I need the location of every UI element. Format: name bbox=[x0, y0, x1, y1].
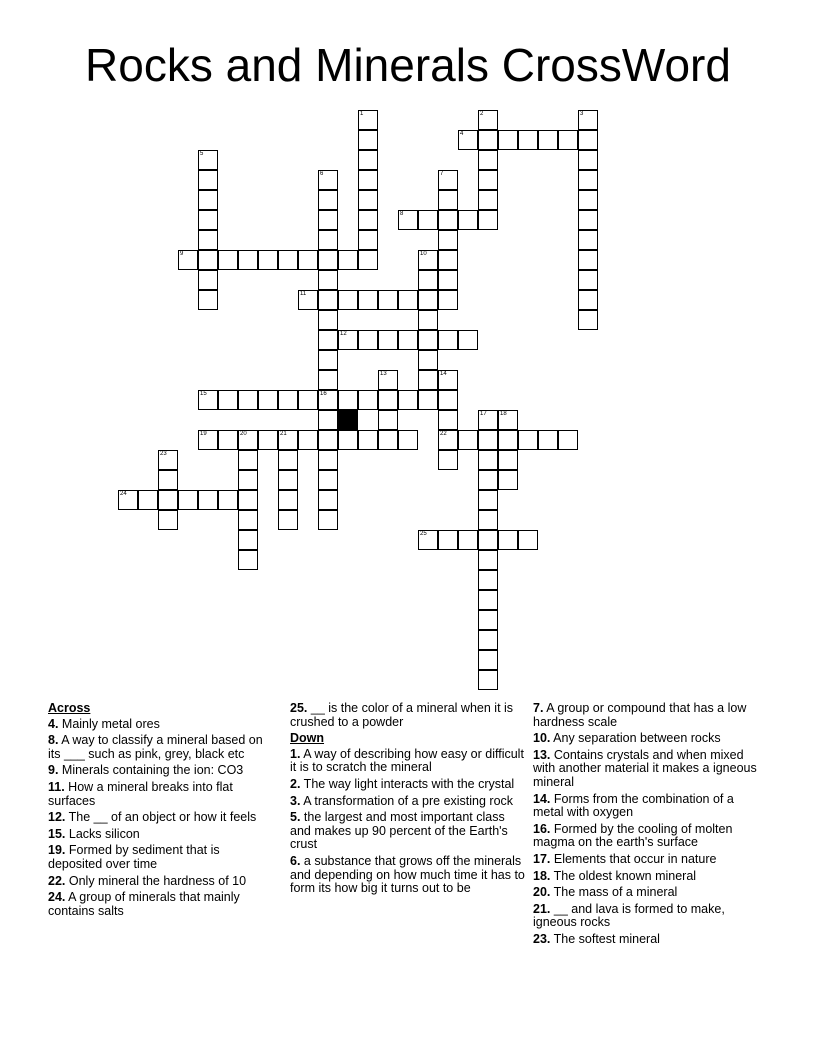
clue-text: the largest and most important class and makes up 90 percent of the Earth's crust bbox=[290, 810, 508, 852]
clue-item bbox=[290, 778, 526, 792]
grid-cell[interactable] bbox=[378, 430, 398, 450]
grid-cell[interactable] bbox=[318, 210, 338, 230]
grid-cell[interactable] bbox=[418, 210, 438, 230]
grid-cell[interactable] bbox=[538, 430, 558, 450]
grid-cell[interactable] bbox=[438, 270, 458, 290]
grid-cell[interactable] bbox=[558, 130, 578, 150]
cell-number: 4 bbox=[460, 131, 464, 137]
grid-cell[interactable] bbox=[498, 450, 518, 470]
grid-cell[interactable] bbox=[318, 390, 338, 410]
grid-cell[interactable] bbox=[338, 250, 358, 270]
grid-cell[interactable] bbox=[578, 290, 598, 310]
grid-cell[interactable] bbox=[318, 490, 338, 510]
grid-cell[interactable] bbox=[358, 110, 378, 130]
grid-cell[interactable] bbox=[158, 510, 178, 530]
grid-cell[interactable] bbox=[278, 510, 298, 530]
clue-number: 22. bbox=[48, 873, 66, 888]
grid-cell[interactable] bbox=[318, 310, 338, 330]
grid-cell[interactable] bbox=[478, 190, 498, 210]
grid-cell[interactable] bbox=[218, 490, 238, 510]
clue-number: 1. bbox=[290, 746, 301, 761]
grid-cell[interactable] bbox=[498, 430, 518, 450]
clue-number: 7. bbox=[533, 701, 544, 715]
clue-item bbox=[48, 811, 270, 825]
grid-cell[interactable] bbox=[438, 330, 458, 350]
clue-item bbox=[290, 702, 526, 729]
clue-number: 24. bbox=[48, 890, 66, 905]
grid-cell[interactable] bbox=[418, 370, 438, 390]
clue-item bbox=[533, 903, 765, 930]
grid-cell[interactable] bbox=[238, 470, 258, 490]
grid-cell[interactable] bbox=[438, 190, 458, 210]
cell-number: 6 bbox=[320, 171, 324, 177]
grid-cell[interactable] bbox=[298, 390, 318, 410]
grid-cell[interactable] bbox=[558, 430, 578, 450]
grid-cell[interactable] bbox=[298, 290, 318, 310]
cell-number: 1 bbox=[360, 111, 364, 117]
clue-item bbox=[48, 828, 270, 842]
clue-item bbox=[48, 718, 270, 732]
grid-cell[interactable] bbox=[578, 110, 598, 130]
grid-cell[interactable] bbox=[478, 470, 498, 490]
grid-cell[interactable] bbox=[198, 230, 218, 250]
grid-cell[interactable] bbox=[358, 330, 378, 350]
grid-cell[interactable] bbox=[418, 390, 438, 410]
grid-cell[interactable] bbox=[518, 430, 538, 450]
grid-cell[interactable] bbox=[398, 390, 418, 410]
grid-cell[interactable] bbox=[458, 430, 478, 450]
cell-number: 8 bbox=[400, 211, 404, 217]
grid-cell[interactable] bbox=[578, 270, 598, 290]
grid-cell[interactable] bbox=[178, 250, 198, 270]
clue-heading-across: Across bbox=[48, 701, 91, 715]
clue-text: A way of describing how easy or difficult it is to scratch the mineral bbox=[290, 746, 524, 775]
clue-item bbox=[48, 891, 270, 918]
clue-number: 3. bbox=[290, 793, 301, 808]
clue-text: Contains crystals and when mixed with another material it makes a igneous mineral bbox=[533, 747, 757, 789]
grid-cell[interactable] bbox=[238, 530, 258, 550]
grid-cell[interactable] bbox=[158, 470, 178, 490]
clue-item bbox=[533, 933, 765, 947]
grid-cell[interactable] bbox=[158, 490, 178, 510]
grid-cell[interactable] bbox=[438, 410, 458, 430]
clue-number: 8. bbox=[48, 733, 59, 748]
clue-item bbox=[290, 748, 526, 775]
clue-number: 25. bbox=[290, 701, 308, 715]
grid-cell[interactable] bbox=[378, 410, 398, 430]
grid-cell[interactable] bbox=[578, 130, 598, 150]
cell-number: 3 bbox=[580, 111, 584, 117]
grid-cell[interactable] bbox=[298, 430, 318, 450]
grid-cell[interactable] bbox=[478, 430, 498, 450]
grid-cell[interactable] bbox=[198, 170, 218, 190]
cell-number: 9 bbox=[180, 251, 184, 257]
grid-cell[interactable] bbox=[478, 450, 498, 470]
clue-text: Only mineral the hardness of 10 bbox=[65, 873, 247, 888]
grid-cell[interactable] bbox=[578, 310, 598, 330]
grid-cell[interactable] bbox=[338, 290, 358, 310]
grid-cell[interactable] bbox=[498, 410, 518, 430]
cell-number: 12 bbox=[340, 331, 347, 337]
clue-number: 10. bbox=[533, 731, 551, 746]
grid-cell[interactable] bbox=[198, 210, 218, 230]
grid-cell[interactable] bbox=[118, 490, 138, 510]
clue-column-middle bbox=[290, 702, 526, 899]
grid-cell[interactable] bbox=[458, 210, 478, 230]
clue-item bbox=[533, 823, 765, 850]
grid-cell[interactable] bbox=[398, 290, 418, 310]
clue-number: 15. bbox=[48, 826, 66, 841]
black-cell bbox=[338, 410, 358, 430]
grid-cell[interactable] bbox=[238, 450, 258, 470]
page-title: Rocks and Minerals CrossWord bbox=[85, 39, 731, 91]
clue-column-right bbox=[533, 702, 765, 950]
grid-cell[interactable] bbox=[398, 210, 418, 230]
grid-cell[interactable] bbox=[238, 430, 258, 450]
grid-cell[interactable] bbox=[498, 130, 518, 150]
clue-item bbox=[48, 844, 270, 871]
clue-text: A way to classify a mineral based on its ___ such as pink, grey, black etc bbox=[48, 733, 263, 761]
clue-text: A group of minerals that mainly contains salts bbox=[48, 890, 240, 918]
cell-number: 20 bbox=[240, 431, 247, 437]
cell-number: 18 bbox=[500, 411, 507, 417]
clue-text: Formed by sediment that is deposited over time bbox=[48, 843, 220, 871]
grid-cell[interactable] bbox=[378, 370, 398, 390]
clue-number: 4. bbox=[48, 716, 59, 731]
cell-number: 5 bbox=[200, 151, 204, 157]
grid-cell[interactable] bbox=[278, 390, 298, 410]
grid-cell[interactable] bbox=[438, 250, 458, 270]
grid-cell[interactable] bbox=[198, 430, 218, 450]
grid-cell[interactable] bbox=[458, 130, 478, 150]
cell-number: 2 bbox=[480, 111, 484, 117]
grid-cell[interactable] bbox=[238, 510, 258, 530]
grid-cell[interactable] bbox=[478, 670, 498, 690]
grid-cell[interactable] bbox=[518, 130, 538, 150]
clue-item bbox=[533, 886, 765, 900]
grid-cell[interactable] bbox=[318, 230, 338, 250]
grid-cell[interactable] bbox=[198, 390, 218, 410]
grid-cell[interactable] bbox=[478, 410, 498, 430]
grid-cell[interactable] bbox=[478, 630, 498, 650]
clue-heading-down: Down bbox=[290, 731, 325, 746]
grid-cell[interactable] bbox=[358, 250, 378, 270]
grid-cell[interactable] bbox=[498, 470, 518, 490]
grid-cell[interactable] bbox=[458, 330, 478, 350]
cell-number: 24 bbox=[120, 491, 127, 497]
cell-number: 21 bbox=[280, 431, 287, 437]
grid-cell[interactable] bbox=[238, 550, 258, 570]
grid-cell[interactable] bbox=[338, 390, 358, 410]
clue-item bbox=[533, 870, 765, 884]
grid-cell[interactable] bbox=[138, 490, 158, 510]
clue-text: How a mineral breaks into flat surfaces bbox=[48, 779, 233, 808]
clue-text: Lacks silicon bbox=[65, 826, 140, 841]
grid-cell[interactable] bbox=[578, 170, 598, 190]
clue-number: 14. bbox=[533, 791, 551, 806]
grid-cell[interactable] bbox=[358, 390, 378, 410]
clue-text: The softest mineral bbox=[550, 931, 660, 946]
clue-item bbox=[533, 732, 765, 746]
grid-cell[interactable] bbox=[278, 450, 298, 470]
clue-text: Minerals containing the ion: CO3 bbox=[58, 763, 244, 778]
grid-cell[interactable] bbox=[478, 590, 498, 610]
clue-text: Elements that occur in nature bbox=[550, 851, 717, 866]
grid-cell[interactable] bbox=[478, 610, 498, 630]
clue-number: 2. bbox=[290, 776, 301, 791]
grid-cell[interactable] bbox=[378, 390, 398, 410]
grid-cell[interactable] bbox=[418, 290, 438, 310]
clue-number: 23. bbox=[533, 931, 551, 946]
grid-cell[interactable] bbox=[198, 490, 218, 510]
grid-cell[interactable] bbox=[438, 210, 458, 230]
clue-number: 11. bbox=[48, 779, 65, 794]
grid-cell[interactable] bbox=[218, 390, 238, 410]
grid-cell[interactable] bbox=[278, 430, 298, 450]
grid-cell[interactable] bbox=[418, 250, 438, 270]
grid-cell[interactable] bbox=[198, 150, 218, 170]
grid-cell[interactable] bbox=[438, 230, 458, 250]
grid-cell[interactable] bbox=[418, 310, 438, 330]
clue-text: Any separation between rocks bbox=[550, 731, 721, 746]
grid-cell[interactable] bbox=[398, 330, 418, 350]
grid-cell[interactable] bbox=[318, 330, 338, 350]
grid-cell[interactable] bbox=[578, 150, 598, 170]
grid-cell[interactable] bbox=[578, 190, 598, 210]
grid-cell[interactable] bbox=[238, 390, 258, 410]
grid-cell[interactable] bbox=[458, 530, 478, 550]
clue-text: A transformation of a pre existing rock bbox=[300, 793, 514, 808]
cell-number: 15 bbox=[200, 391, 207, 397]
grid-cell[interactable] bbox=[318, 410, 338, 430]
grid-cell[interactable] bbox=[218, 250, 238, 270]
grid-cell[interactable] bbox=[318, 250, 338, 270]
clue-number: 16. bbox=[533, 821, 551, 836]
grid-cell[interactable] bbox=[198, 190, 218, 210]
grid-cell[interactable] bbox=[318, 470, 338, 490]
clue-number: 19. bbox=[48, 843, 66, 858]
clue-text: __ and lava is formed to make, igneous rocks bbox=[533, 901, 725, 930]
grid-cell[interactable] bbox=[158, 450, 178, 470]
clue-item bbox=[533, 749, 765, 790]
grid-cell[interactable] bbox=[258, 430, 278, 450]
clue-text: Forms from the combination of a metal with oxygen bbox=[533, 791, 734, 820]
grid-cell[interactable] bbox=[478, 490, 498, 510]
grid-cell[interactable] bbox=[438, 290, 458, 310]
grid-cell[interactable] bbox=[398, 430, 418, 450]
grid-cell[interactable] bbox=[438, 450, 458, 470]
grid-cell[interactable] bbox=[318, 350, 338, 370]
cell-number: 23 bbox=[160, 451, 167, 457]
grid-cell[interactable] bbox=[318, 290, 338, 310]
grid-cell[interactable] bbox=[278, 470, 298, 490]
clue-item bbox=[533, 853, 765, 867]
grid-cell[interactable] bbox=[478, 530, 498, 550]
cell-number: 7 bbox=[440, 171, 444, 177]
grid-cell[interactable] bbox=[378, 290, 398, 310]
grid-cell[interactable] bbox=[438, 170, 458, 190]
grid-cell[interactable] bbox=[478, 110, 498, 130]
grid-cell[interactable] bbox=[478, 650, 498, 670]
grid-cell[interactable] bbox=[478, 510, 498, 530]
clue-number: 13. bbox=[533, 747, 551, 762]
grid-cell[interactable] bbox=[318, 430, 338, 450]
grid-cell[interactable] bbox=[338, 430, 358, 450]
grid-cell[interactable] bbox=[358, 150, 378, 170]
grid-cell[interactable] bbox=[318, 190, 338, 210]
grid-cell[interactable] bbox=[318, 370, 338, 390]
grid-cell[interactable] bbox=[358, 210, 378, 230]
clue-text: The oldest known mineral bbox=[550, 868, 697, 883]
grid-cell[interactable] bbox=[478, 570, 498, 590]
clue-number: 17. bbox=[533, 851, 551, 866]
clue-text: The __ of an object or how it feels bbox=[65, 810, 257, 825]
grid-cell[interactable] bbox=[318, 450, 338, 470]
grid-cell[interactable] bbox=[478, 170, 498, 190]
clue-item bbox=[290, 855, 526, 896]
grid-cell[interactable] bbox=[338, 330, 358, 350]
cell-number: 13 bbox=[380, 371, 387, 377]
grid-cell[interactable] bbox=[298, 250, 318, 270]
grid-cell[interactable] bbox=[238, 250, 258, 270]
clue-item bbox=[533, 793, 765, 820]
clue-text: __ is the color of a mineral when it is crushed to a powder bbox=[290, 701, 514, 729]
grid-cell[interactable] bbox=[438, 430, 458, 450]
grid-cell[interactable] bbox=[178, 490, 198, 510]
cell-number: 11 bbox=[300, 291, 307, 297]
clue-number: 20. bbox=[533, 885, 551, 900]
clue-item bbox=[48, 734, 270, 761]
grid-cell[interactable] bbox=[358, 170, 378, 190]
clue-text: A group or compound that has a low hardness scale bbox=[533, 701, 747, 729]
clue-number: 21. bbox=[533, 901, 551, 916]
grid-cell[interactable] bbox=[358, 190, 378, 210]
clue-text: The way light interacts with the crystal bbox=[300, 776, 515, 791]
cell-number: 17 bbox=[480, 411, 487, 417]
cell-number: 14 bbox=[440, 371, 447, 377]
grid-cell[interactable] bbox=[538, 130, 558, 150]
clue-number: 18. bbox=[533, 868, 551, 883]
grid-cell[interactable] bbox=[418, 270, 438, 290]
clue-number: 9. bbox=[48, 763, 59, 778]
grid-cell[interactable] bbox=[358, 230, 378, 250]
clue-item bbox=[290, 795, 526, 809]
clue-text: The mass of a mineral bbox=[550, 885, 678, 900]
grid-cell[interactable] bbox=[258, 250, 278, 270]
grid-cell[interactable] bbox=[478, 550, 498, 570]
grid-cell[interactable] bbox=[318, 170, 338, 190]
grid-cell[interactable] bbox=[438, 370, 458, 390]
grid-cell[interactable] bbox=[378, 330, 398, 350]
clue-item bbox=[290, 811, 526, 852]
grid-cell[interactable] bbox=[478, 210, 498, 230]
grid-cell[interactable] bbox=[358, 130, 378, 150]
cell-number: 10 bbox=[420, 251, 427, 257]
grid-cell[interactable] bbox=[238, 490, 258, 510]
grid-cell[interactable] bbox=[478, 150, 498, 170]
grid-cell[interactable] bbox=[578, 210, 598, 230]
grid-cell[interactable] bbox=[198, 250, 218, 270]
grid-cell[interactable] bbox=[318, 270, 338, 290]
clue-item bbox=[48, 764, 270, 778]
grid-cell[interactable] bbox=[478, 130, 498, 150]
clue-number: 6. bbox=[290, 853, 301, 868]
grid-cell[interactable] bbox=[358, 430, 378, 450]
grid-cell[interactable] bbox=[198, 290, 218, 310]
clue-number: 12. bbox=[48, 810, 66, 825]
clue-column-across bbox=[48, 702, 270, 921]
grid-cell[interactable] bbox=[438, 530, 458, 550]
clue-item bbox=[48, 875, 270, 889]
grid-cell[interactable] bbox=[418, 330, 438, 350]
grid-cell[interactable] bbox=[438, 390, 458, 410]
grid-cell[interactable] bbox=[418, 350, 438, 370]
clue-item bbox=[48, 781, 270, 808]
grid-cell[interactable] bbox=[578, 230, 598, 250]
grid-cell[interactable] bbox=[258, 390, 278, 410]
clue-text: Mainly metal ores bbox=[58, 716, 160, 731]
grid-cell[interactable] bbox=[498, 530, 518, 550]
clue-text: a substance that grows off the minerals and depending on how much time it has to form its how big it turns out to be bbox=[290, 853, 525, 896]
grid-cell[interactable] bbox=[278, 490, 298, 510]
grid-cell[interactable] bbox=[198, 270, 218, 290]
cell-number: 19 bbox=[200, 431, 207, 437]
clue-item bbox=[533, 702, 765, 729]
grid-cell[interactable] bbox=[278, 250, 298, 270]
grid-cell[interactable] bbox=[518, 530, 538, 550]
cell-number: 25 bbox=[420, 531, 427, 537]
clue-number: 5. bbox=[290, 810, 301, 825]
grid-cell[interactable] bbox=[358, 290, 378, 310]
grid-cell[interactable] bbox=[218, 430, 238, 450]
cell-number: 16 bbox=[320, 391, 327, 397]
grid-cell[interactable] bbox=[418, 530, 438, 550]
grid-cell[interactable] bbox=[578, 250, 598, 270]
cell-number: 22 bbox=[440, 431, 447, 437]
grid-cell[interactable] bbox=[318, 510, 338, 530]
clue-text: Formed by the cooling of molten magma on the earth's surface bbox=[533, 821, 733, 850]
